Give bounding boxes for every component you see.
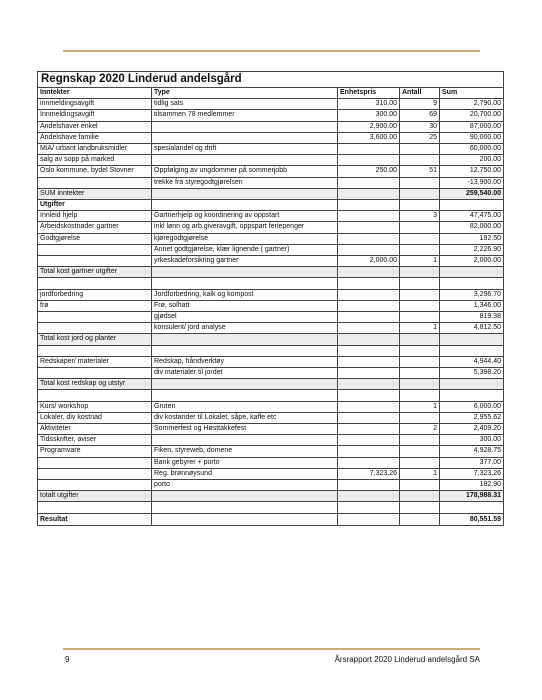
cell-category: Total kost jord og planter (38, 334, 152, 345)
cell-sum: 178,988.31 (440, 491, 504, 502)
cell-quantity: 1 (400, 468, 440, 479)
cell-quantity (400, 513, 440, 525)
cell-sum: 4,944.40 (440, 356, 504, 367)
spacer-row (38, 278, 504, 289)
cell-unit-price (338, 345, 400, 356)
cell-category: salg av sopp på marked (38, 155, 152, 166)
table-row (38, 289, 504, 300)
cell-unit-price (338, 278, 400, 289)
accounts-table-container (37, 71, 503, 526)
cell-category: Andelshave familie (38, 132, 152, 143)
cell-category: jordforbedring (38, 289, 152, 300)
cell-type: kjøregodtgjørelse (152, 233, 338, 244)
cell-category (38, 278, 152, 289)
cell-category (38, 368, 152, 379)
cell-category: innmeldingsavgift (38, 99, 152, 110)
cell-type (152, 121, 338, 132)
cell-sum (440, 278, 504, 289)
cell-category (38, 502, 152, 513)
cell-category: frø (38, 300, 152, 311)
cell-quantity (400, 334, 440, 345)
table-row (38, 446, 504, 457)
table-row (38, 121, 504, 132)
cell-sum: -13,900.00 (440, 177, 504, 188)
cell-sum: 3,296.70 (440, 289, 504, 300)
result-row (38, 513, 504, 525)
cell-category: Total kost gartner utgifter (38, 267, 152, 278)
spacer-row (38, 345, 504, 356)
cell-type: Frø, solhatt (152, 300, 338, 311)
header-divider (63, 50, 480, 52)
cell-category: Innleid hjelp (38, 211, 152, 222)
table-row (38, 144, 504, 155)
cell-type (152, 435, 338, 446)
column-header-sum: Sum (440, 88, 504, 99)
cell-category: totalt utgifter (38, 491, 152, 502)
spacer-row (38, 502, 504, 513)
cell-unit-price (338, 289, 400, 300)
cell-unit-price (338, 446, 400, 457)
cell-quantity: 1 (400, 256, 440, 267)
cell-sum: 60,000.00 (440, 144, 504, 155)
table-row (38, 211, 504, 222)
cell-category: Redskaper/ materialer (38, 356, 152, 367)
table-row (38, 457, 504, 468)
cell-quantity (400, 356, 440, 367)
column-header-enhetspris: Enhetspris (338, 88, 400, 99)
cell-unit-price: 300.00 (338, 110, 400, 121)
cell-unit-price (338, 435, 400, 446)
cell-sum: 4,812.50 (440, 323, 504, 334)
cell-unit-price (338, 177, 400, 188)
cell-sum: 47,475.00 (440, 211, 504, 222)
cell-type: Jordforbedring, kalk og kompost (152, 289, 338, 300)
cell-category: Utgifter (38, 200, 152, 211)
cell-type (152, 379, 338, 390)
cell-quantity (400, 233, 440, 244)
cell-quantity (400, 368, 440, 379)
cell-sum: 2,955.62 (440, 412, 504, 423)
table-header-row (38, 88, 504, 99)
cell-sum: 20,700.00 (440, 110, 504, 121)
cell-unit-price (338, 211, 400, 222)
cell-unit-price (338, 267, 400, 278)
table-row (38, 132, 504, 143)
cell-quantity (400, 289, 440, 300)
table-row (38, 323, 504, 334)
cell-quantity (400, 155, 440, 166)
table-row (38, 401, 504, 412)
cell-type: Sommerfest og Høsttakkefest (152, 424, 338, 435)
table-row (38, 110, 504, 121)
cell-type: tilsammen 78 medlemmer (152, 110, 338, 121)
cell-quantity (400, 480, 440, 491)
cell-unit-price (338, 233, 400, 244)
cell-category: Tidsskrifter, aviser (38, 435, 152, 446)
cell-category: Godtgjørelse (38, 233, 152, 244)
section-header-row (38, 200, 504, 211)
column-header-type: Type (152, 88, 338, 99)
table-row (38, 368, 504, 379)
cell-sum: 4,928.75 (440, 446, 504, 457)
subtotal-row (38, 334, 504, 345)
cell-unit-price (338, 368, 400, 379)
cell-type: Oppfølging av ungdommer på sommerjobb (152, 166, 338, 177)
cell-type: div kostander til Lokalet, såpe, kaffe etc (152, 412, 338, 423)
spacer-row (38, 390, 504, 401)
cell-unit-price (338, 144, 400, 155)
cell-unit-price (338, 356, 400, 367)
cell-unit-price (338, 244, 400, 255)
cell-type: gjødsel (152, 312, 338, 323)
cell-sum: 82,000.00 (440, 222, 504, 233)
cell-quantity (400, 200, 440, 211)
cell-quantity (400, 144, 440, 155)
cell-sum: 90,000.00 (440, 132, 504, 143)
cell-quantity (400, 312, 440, 323)
cell-unit-price (338, 401, 400, 412)
cell-quantity: 2 (400, 424, 440, 435)
cell-sum: 12,750.00 (440, 166, 504, 177)
cell-category: SUM inntekter (38, 188, 152, 199)
table-row (38, 435, 504, 446)
cell-unit-price (338, 390, 400, 401)
cell-unit-price (338, 323, 400, 334)
subtotal-row (38, 267, 504, 278)
cell-type (152, 278, 338, 289)
table-row (38, 412, 504, 423)
cell-category (38, 390, 152, 401)
cell-sum: 259,540.00 (440, 188, 504, 199)
cell-type: inkl lønn og arb.giveravgift, oppspart feriepenger (152, 222, 338, 233)
table-row (38, 424, 504, 435)
cell-unit-price (338, 513, 400, 525)
cell-unit-price (338, 412, 400, 423)
cell-unit-price: 7,323.26 (338, 468, 400, 479)
cell-type: Reg. brønnøysund (152, 468, 338, 479)
cell-quantity (400, 457, 440, 468)
cell-category: MiA/ urbant landbruksmidler (38, 144, 152, 155)
cell-category: Oslo kommune, bydel Stovner (38, 166, 152, 177)
cell-quantity (400, 278, 440, 289)
subtotal-row (38, 379, 504, 390)
cell-sum: 2,226.90 (440, 244, 504, 255)
table-row (38, 480, 504, 491)
cell-sum: 2,409.20 (440, 424, 504, 435)
cell-unit-price (338, 502, 400, 513)
table-title: Regnskap 2020 Linderud andelsgård (38, 72, 504, 88)
cell-type: Fiken, styreweb, domene (152, 446, 338, 457)
cell-category: Aktiviteter (38, 424, 152, 435)
cell-sum: 200.00 (440, 155, 504, 166)
table-row (38, 256, 504, 267)
cell-sum: 80,551.59 (440, 513, 504, 525)
cell-quantity (400, 345, 440, 356)
cell-category (38, 244, 152, 255)
cell-quantity (400, 390, 440, 401)
cell-category (38, 312, 152, 323)
cell-type: Redskap, håndverktøy (152, 356, 338, 367)
cell-sum (440, 334, 504, 345)
cell-unit-price (338, 312, 400, 323)
cell-unit-price (338, 334, 400, 345)
cell-unit-price: 250.00 (338, 166, 400, 177)
cell-type: tidlig sats (152, 99, 338, 110)
cell-type (152, 491, 338, 502)
cell-category (38, 345, 152, 356)
cell-quantity (400, 435, 440, 446)
cell-sum (440, 390, 504, 401)
cell-sum: 6,000.00 (440, 401, 504, 412)
cell-quantity: 25 (400, 132, 440, 143)
cell-quantity: 9 (400, 99, 440, 110)
cell-type: yrkeskadeforsikring gartner (152, 256, 338, 267)
table-row (38, 468, 504, 479)
cell-quantity: 51 (400, 166, 440, 177)
cell-unit-price (338, 155, 400, 166)
cell-category: Kurs/ workshop (38, 401, 152, 412)
table-row (38, 155, 504, 166)
cell-type (152, 345, 338, 356)
footer-report-title: Årsrapport 2020 Linderud andelsgård SA (334, 655, 480, 664)
page-number: 9 (65, 655, 70, 664)
column-header-inntekter: Inntekter (38, 88, 152, 99)
cell-category: Lokaler, div kostnad (38, 412, 152, 423)
cell-sum: 7,323.26 (440, 468, 504, 479)
cell-unit-price (338, 222, 400, 233)
cell-sum (440, 267, 504, 278)
table-row (38, 312, 504, 323)
cell-category (38, 468, 152, 479)
cell-sum (440, 345, 504, 356)
cell-type (152, 188, 338, 199)
cell-quantity: 30 (400, 121, 440, 132)
cell-sum: 819.38 (440, 312, 504, 323)
cell-quantity (400, 502, 440, 513)
table-row (38, 233, 504, 244)
cell-category: Programvare (38, 446, 152, 457)
cell-sum (440, 200, 504, 211)
cell-type (152, 155, 338, 166)
cell-unit-price: 2,000.00 (338, 256, 400, 267)
cell-type (152, 390, 338, 401)
cell-type (152, 267, 338, 278)
cell-sum: 2,790.00 (440, 99, 504, 110)
cell-category (38, 480, 152, 491)
cell-category: Resultat (38, 513, 152, 525)
cell-quantity (400, 491, 440, 502)
cell-category (38, 177, 152, 188)
subtotal-row (38, 188, 504, 199)
cell-type (152, 334, 338, 345)
cell-category: Total kost redskap og utstyr (38, 379, 152, 390)
cell-unit-price (338, 379, 400, 390)
cell-sum (440, 502, 504, 513)
cell-type (152, 502, 338, 513)
cell-category: Andelshaver enkel (38, 121, 152, 132)
cell-quantity (400, 267, 440, 278)
cell-type: Bank gebyrer + porto (152, 457, 338, 468)
table-row (38, 222, 504, 233)
table-row (38, 166, 504, 177)
cell-sum: 1,346.00 (440, 300, 504, 311)
cell-unit-price (338, 424, 400, 435)
cell-quantity (400, 379, 440, 390)
cell-type (152, 132, 338, 143)
cell-sum (440, 379, 504, 390)
cell-type (152, 513, 338, 525)
subtotal-row (38, 491, 504, 502)
cell-type: trekke fra styregodtgjørelsen (152, 177, 338, 188)
cell-unit-price: 310.00 (338, 99, 400, 110)
cell-type: konsulent/ jord analyse (152, 323, 338, 334)
cell-quantity (400, 412, 440, 423)
cell-category: Innmeldingsavgift (38, 110, 152, 121)
cell-quantity (400, 244, 440, 255)
cell-quantity (400, 446, 440, 457)
cell-unit-price: 3,600.00 (338, 132, 400, 143)
cell-quantity: 69 (400, 110, 440, 121)
cell-type: spesialandel og drift (152, 144, 338, 155)
cell-sum: 2,000.00 (440, 256, 504, 267)
accounts-table (37, 71, 504, 526)
table-row (38, 177, 504, 188)
table-row (38, 300, 504, 311)
cell-category (38, 256, 152, 267)
cell-quantity: 1 (400, 401, 440, 412)
cell-unit-price (338, 457, 400, 468)
cell-category (38, 457, 152, 468)
cell-quantity (400, 188, 440, 199)
cell-quantity: 3 (400, 211, 440, 222)
cell-type: div materialer til jordet (152, 368, 338, 379)
cell-unit-price: 2,900.00 (338, 121, 400, 132)
table-title-row (38, 72, 504, 88)
cell-type: Annet godtgjørelse, klær lignende ( gartner) (152, 244, 338, 255)
column-header-antall: Antall (400, 88, 440, 99)
cell-unit-price (338, 480, 400, 491)
cell-type (152, 200, 338, 211)
cell-quantity (400, 222, 440, 233)
cell-quantity: 1 (400, 323, 440, 334)
cell-sum: 192.50 (440, 233, 504, 244)
cell-sum: 377.00 (440, 457, 504, 468)
cell-category: Arbeidskostnader gartner (38, 222, 152, 233)
cell-category (38, 323, 152, 334)
cell-quantity (400, 300, 440, 311)
cell-sum: 300.00 (440, 435, 504, 446)
cell-sum: 5,398.20 (440, 368, 504, 379)
cell-unit-price (338, 300, 400, 311)
cell-type: Gruten (152, 401, 338, 412)
cell-type: porto (152, 480, 338, 491)
table-row (38, 99, 504, 110)
cell-sum: 87,000.00 (440, 121, 504, 132)
cell-unit-price (338, 188, 400, 199)
cell-type: Gartnerhjelp og koordinering av oppstart (152, 211, 338, 222)
table-row (38, 356, 504, 367)
cell-unit-price (338, 491, 400, 502)
cell-unit-price (338, 200, 400, 211)
cell-sum: 182.90 (440, 480, 504, 491)
footer-divider (63, 648, 480, 650)
table-row (38, 244, 504, 255)
cell-quantity (400, 177, 440, 188)
